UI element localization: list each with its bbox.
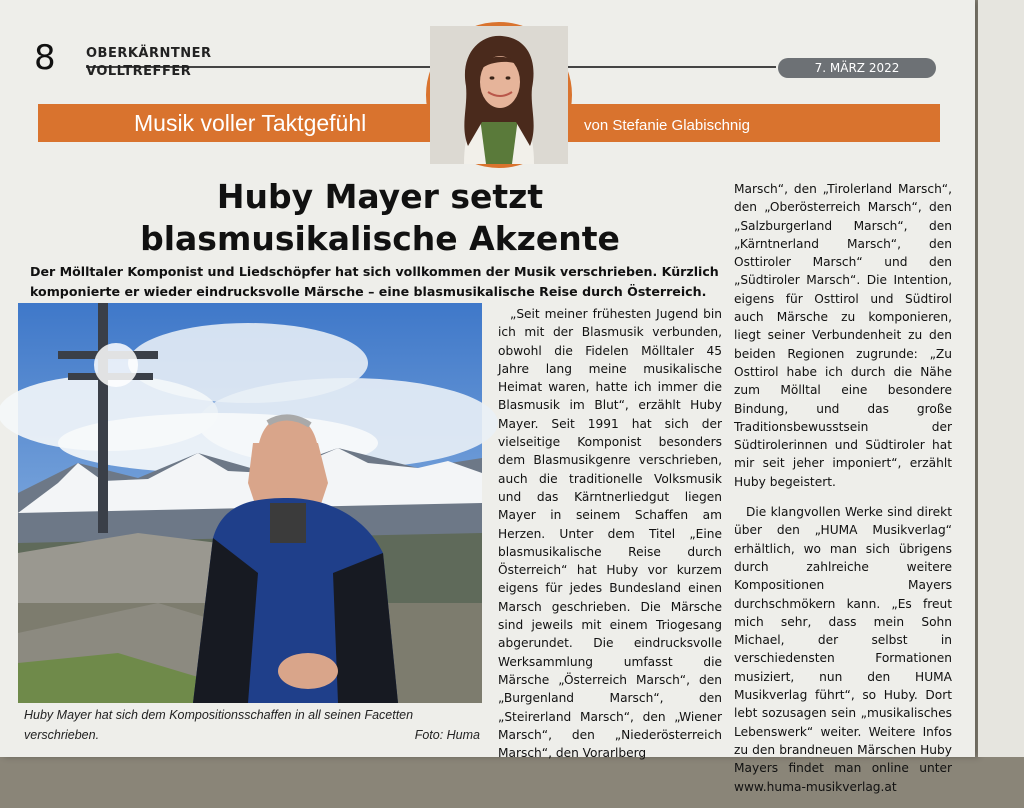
article-photo	[18, 303, 482, 703]
article-lead: Der Mölltaler Komponist und Liedschöpfer hat sich vollkommen der Musik verschrieben. Kürzlich komponierte er wieder eindrucksvolle Märsche – eine blasmusikalische Reise durch Österreich.	[30, 264, 719, 299]
column-title: Musik voller Taktgefühl	[134, 110, 367, 136]
date-badge: 7. MÄRZ 2022	[778, 58, 936, 78]
masthead-line1: OBERKÄRNTNER	[86, 46, 212, 61]
paragraph: „Seit meiner frühesten Jugend bin ich mit der Blasmusik verbunden, obwohl die Fidelen Mölltaler 45 Jahre lang meine musikalische Heimat waren, hatte ich immer die Blasmusik im Blut“, erzählt Huby Mayer. Seit 1991 hat sich der vielseitige Komponist besonders dem Blasmusikgenre verschrieben, auch die traditionelle Volksmusik und das Kärntnerliedgut liegen Mayer in seinem Schaffen am Herzen. Unter dem Titel „Eine blasmusikalische Reise durch Österreich“ hat Huby vor kurzem eigens für jedes Bundesland einen Marsch geschrieben. Die Märsche sind jeweils mit einem Triogesang abgerundet. Die eindrucksvolle Werksammlung umfasst die Märsche „Österreich Marsch“, den „Burgenland Marsch“, den „Steirerland Marsch“, den „Wiener Marsch“, den „Niederösterreich Marsch“, den Vorarlberg	[498, 307, 722, 761]
article-headline: Huby Mayer setzt blasmusikalische Akzente	[140, 177, 620, 258]
article-column-2	[498, 305, 722, 774]
page-number: 8	[34, 38, 56, 78]
photo-credit: Foto: Huma	[414, 728, 480, 742]
paragraph: Die klangvollen Werke sind direkt über den „HUMA Musikverlag“ erhältlich, wo man sich übrigens durch zahlreiche weitere Kompositionen Mayers durchschmökern kann. „Es freut mich sehr, dass mein Sohn Michael, der selbst in verschiedensten Formationen musiziert, nun den HUMA Musikverlag führt“, so Huby. Dort lebt sozusagen sein „musikalisches Lebenswerk“ weiter. Weitere Infos zu den brandneuen Märschen Huby Mayers findet man online unter www.huma-musikverlag.at	[734, 505, 952, 794]
photo-caption-block	[24, 705, 480, 745]
adjacent-page-edge	[978, 0, 1024, 757]
author-byline: von Stefanie Glabischnig	[584, 117, 750, 134]
portrait-illustration	[430, 26, 568, 164]
masthead-line2: VOLLTREFFER	[86, 64, 192, 79]
paragraph: Marsch“, den „Tirolerland Marsch“, den „Oberösterreich Marsch“, den „Salzburgerland Marsch“, den „Kärntnerland Marsch“, den Osttiroler Marsch“ und den „Südtiroler Marsch“. Die Intention, eigens für Osttirol und Südtirol auch Märsche zu komponieren, liegt seiner Verbundenheit zu den beiden Regionen zugrunde: „Zu Osttirol habe ich durch die Nähe zum Mölltal eine besondere Bindung, und das große Traditionsbewusstsein der Südtirolerinnen und Südtiroler hat mir seit jeher imponiert“, erzählt Huby begeistert.	[734, 182, 952, 489]
photo-caption: Huby Mayer hat sich dem Kompositionsschaffen in all seinen Facetten verschrieben.	[24, 708, 414, 742]
author-portrait	[426, 22, 572, 168]
article-column-3	[734, 180, 952, 808]
mountain-photo	[18, 303, 482, 703]
